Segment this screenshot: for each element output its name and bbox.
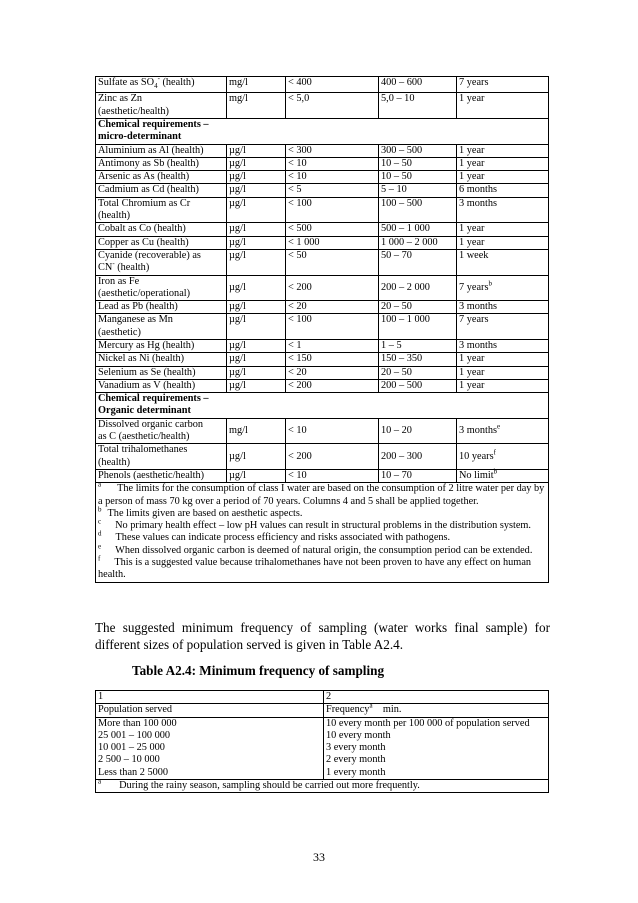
limit-cell: < 10 xyxy=(286,469,379,482)
limit-cell: < 150 xyxy=(286,353,379,366)
table-row xyxy=(96,157,549,170)
table-row xyxy=(96,483,549,582)
limit-cell: < 5 xyxy=(286,184,379,197)
table-row xyxy=(96,171,549,184)
period-cell xyxy=(457,184,549,197)
unit-cell: µg/l xyxy=(227,353,286,366)
footnote-text: The limits for the consumption of class I water are based on the consumption of 2 litre water per day by a person of mass 70 kg over a period of 70 years. Columns 4 and 5 shall be applied together. xyxy=(98,483,545,507)
footnote xyxy=(98,532,546,544)
footnote xyxy=(98,505,546,520)
unit-cell: mg/l xyxy=(227,93,286,119)
limit-cell: < 200 xyxy=(286,444,379,470)
determinant-name: Antimony as Sb (health) xyxy=(98,157,199,169)
column-header xyxy=(324,701,549,717)
range-cell: 5 – 10 xyxy=(379,184,457,197)
limit-cell: < 20 xyxy=(286,301,379,314)
determinant-name: Total Chromium as Cr xyxy=(98,197,191,209)
limit-cell: < 10 xyxy=(286,171,379,184)
population-range: More than 100 000 xyxy=(98,717,177,729)
range-cell: 1 – 5 xyxy=(379,339,457,352)
sampling-frequency: 2 every month xyxy=(326,754,386,766)
column-number: 2 xyxy=(324,691,549,704)
footnote-mark: a xyxy=(369,701,373,710)
consumption-period: 1 year xyxy=(459,93,485,105)
population-range: 2 500 – 10 000 xyxy=(98,754,160,766)
determinant-cell xyxy=(96,353,227,366)
consumption-period: 1 year xyxy=(459,236,485,248)
sampling-frequency: 3 every month xyxy=(326,742,386,754)
range-cell: 10 – 50 xyxy=(379,157,457,170)
footnote-mark: f xyxy=(493,448,496,457)
determinant-name: Aluminium as Al (health) xyxy=(98,144,204,156)
determinant-name-line2: CN xyxy=(98,262,113,274)
period-cell xyxy=(457,77,549,93)
sampling-frequency: 10 every month per 100 000 of population served xyxy=(326,717,530,729)
range-cell: 150 – 350 xyxy=(379,353,457,366)
consumption-period: 1 year xyxy=(459,366,485,378)
limit-cell: < 400 xyxy=(286,77,379,93)
determinant-name: Cobalt as Co (health) xyxy=(98,223,186,235)
unit-cell: µg/l xyxy=(227,301,286,314)
table-row xyxy=(96,223,549,236)
determinant-name: Arsenic as As (health) xyxy=(98,171,190,183)
table-row xyxy=(96,249,549,275)
determinant-name: Phenols (aesthetic/health) xyxy=(98,469,205,481)
table-row xyxy=(96,691,549,704)
period-cell xyxy=(457,223,549,236)
period-cell xyxy=(457,379,549,392)
section-heading-organic xyxy=(96,393,549,419)
determinant-cell xyxy=(96,249,227,275)
consumption-period: 6 months xyxy=(459,184,498,196)
consumption-period: 10 years xyxy=(459,450,494,462)
determinant-name-line2: (aesthetic/operational) xyxy=(98,287,191,299)
determinant-name: Nickel as Ni (health) xyxy=(98,353,185,365)
determinant-cell xyxy=(96,157,227,170)
footnote-mark: a xyxy=(98,777,102,786)
period-cell xyxy=(457,275,549,301)
column-header: Population served xyxy=(96,704,324,717)
footnote-mark: b xyxy=(488,279,492,288)
chemical-requirements-table xyxy=(95,76,549,583)
period-cell xyxy=(457,366,549,379)
determinant-name-line2: (health) xyxy=(98,210,131,222)
consumption-period: 1 year xyxy=(459,157,485,169)
period-cell xyxy=(457,144,549,157)
determinant-cell xyxy=(96,444,227,470)
determinant-name-line2: as C (aesthetic/health) xyxy=(98,431,190,443)
limit-cell: < 10 xyxy=(286,418,379,444)
determinant-cell xyxy=(96,301,227,314)
determinant-name: Cadmium as Cd (health) xyxy=(98,184,199,196)
table-row xyxy=(96,301,549,314)
determinant-qualifier: (health) xyxy=(159,77,195,88)
unit-cell: µg/l xyxy=(227,184,286,197)
determinant-name: Iron as Fe xyxy=(98,275,140,287)
footnote-mark: f xyxy=(98,554,101,563)
range-cell: 20 – 50 xyxy=(379,366,457,379)
footnote-mark: b xyxy=(493,467,498,476)
determinant-cell xyxy=(96,184,227,197)
unit-cell: µg/l xyxy=(227,275,286,301)
frequency-label: Frequency xyxy=(326,704,370,716)
footnote-text: These values can indicate process efficiency and risks associated with pathogens. xyxy=(115,532,451,544)
period-cell xyxy=(457,418,549,444)
footnote-text: The limits given are based on aesthetic aspects. xyxy=(107,507,303,519)
population-range: 10 001 – 25 000 xyxy=(98,742,165,754)
determinant-name: Zinc as Zn xyxy=(98,93,143,105)
determinant-cell xyxy=(96,93,227,119)
limit-cell: < 1 000 xyxy=(286,236,379,249)
range-cell: 1 000 – 2 000 xyxy=(379,236,457,249)
determinant-cell xyxy=(96,314,227,340)
limit-cell: < 200 xyxy=(286,379,379,392)
unit-cell: µg/l xyxy=(227,157,286,170)
consumption-period: 3 months xyxy=(459,197,498,209)
table-row xyxy=(96,379,549,392)
consumption-period: 1 week xyxy=(459,249,489,261)
table-row xyxy=(96,717,549,779)
consumption-period: 7 years xyxy=(459,314,489,326)
determinant-cell xyxy=(96,379,227,392)
unit-cell: mg/l xyxy=(227,418,286,444)
footnote-text: No primary health effect – low pH values can result in structural problems in the distribution system. xyxy=(115,520,531,532)
table-row xyxy=(96,704,549,717)
consumption-period: 1 year xyxy=(459,353,485,365)
determinant-cell xyxy=(96,339,227,352)
sampling-frequency-table xyxy=(95,690,549,793)
period-cell xyxy=(457,93,549,119)
range-cell: 200 – 300 xyxy=(379,444,457,470)
period-cell xyxy=(457,469,549,482)
determinant-cell xyxy=(96,469,227,482)
range-cell: 10 – 50 xyxy=(379,171,457,184)
table-row xyxy=(96,393,549,419)
section-title: Chemical requirements – micro-determinant xyxy=(98,118,209,143)
footnote xyxy=(98,542,546,557)
table-row xyxy=(96,144,549,157)
determinant-cell xyxy=(96,197,227,223)
period-cell xyxy=(457,444,549,470)
unit-cell: µg/l xyxy=(227,197,286,223)
table-row xyxy=(96,118,549,144)
determinant-name: Lead as Pb (health) xyxy=(98,301,178,313)
table-a2-4-caption: Table A2.4: Minimum frequency of sampling xyxy=(132,663,385,678)
determinant-name: Copper as Cu (health) xyxy=(98,236,189,248)
period-cell xyxy=(457,249,549,275)
limit-cell: < 500 xyxy=(286,223,379,236)
determinant-name: Manganese as Mn xyxy=(98,314,173,326)
section-heading-micro xyxy=(96,118,549,144)
limit-cell: < 200 xyxy=(286,275,379,301)
frequency-list xyxy=(324,717,549,779)
limit-cell: < 5,0 xyxy=(286,93,379,119)
footnote-mark: d xyxy=(98,530,102,539)
limit-cell: < 1 xyxy=(286,339,379,352)
sampling-frequency-paragraph: The suggested minimum frequency of sampling (water works final sample) for different sizes of population served is given in Table A2.4. xyxy=(95,620,550,652)
consumption-period: 7 years xyxy=(459,281,489,293)
determinant-name: Cyanide (recoverable) as xyxy=(98,249,201,261)
population-list xyxy=(96,717,324,779)
table-row xyxy=(96,780,549,793)
consumption-period: 3 months xyxy=(459,424,498,436)
determinant-cell xyxy=(96,275,227,301)
limit-cell: < 20 xyxy=(286,366,379,379)
footnote-mark: e xyxy=(98,542,102,551)
unit-cell: µg/l xyxy=(227,339,286,352)
period-cell xyxy=(457,171,549,184)
section-title: Chemical requirements – Organic determinant xyxy=(98,393,209,417)
limit-cell: < 10 xyxy=(286,157,379,170)
consumption-period: 1 year xyxy=(459,379,485,391)
period-cell xyxy=(457,301,549,314)
determinant-cell xyxy=(96,366,227,379)
superscript: - xyxy=(112,259,115,268)
range-cell: 10 – 20 xyxy=(379,418,457,444)
unit-cell: µg/l xyxy=(227,223,286,236)
limit-cell: < 300 xyxy=(286,144,379,157)
subscript: 4 xyxy=(154,82,158,91)
consumption-period: 7 years xyxy=(459,77,489,88)
table-row xyxy=(96,469,549,482)
period-cell xyxy=(457,339,549,352)
determinant-qualifier: (health) xyxy=(114,262,150,274)
unit-cell: µg/l xyxy=(227,249,286,275)
range-cell: 50 – 70 xyxy=(379,249,457,275)
footnote-mark: e xyxy=(497,422,501,431)
footnote-mark: c xyxy=(98,517,102,526)
determinant-cell xyxy=(96,418,227,444)
footnote-mark: b xyxy=(98,505,102,514)
consumption-period: 1 year xyxy=(459,171,485,183)
superscript: - xyxy=(157,74,160,83)
table-row xyxy=(96,77,549,93)
determinant-cell xyxy=(96,74,227,93)
footnote-text: When dissolved organic carbon is deemed of natural origin, the consumption period can be extended. xyxy=(115,544,533,556)
footnote-mark: a xyxy=(98,480,102,489)
consumption-period: No limit xyxy=(459,469,494,481)
page-number: 33 xyxy=(313,850,325,864)
range-cell: 10 – 70 xyxy=(379,469,457,482)
table-row xyxy=(96,366,549,379)
determinant-name: Dissolved organic carbon xyxy=(98,418,204,430)
determinant-cell xyxy=(96,171,227,184)
determinant-cell xyxy=(96,236,227,249)
table-row xyxy=(96,339,549,352)
consumption-period: 3 months xyxy=(459,301,498,313)
table-footnotes xyxy=(96,480,549,582)
population-range: Less than 2 5000 xyxy=(98,766,169,778)
unit-cell: mg/l xyxy=(227,77,286,93)
sampling-frequency: 10 every month xyxy=(326,729,391,741)
range-cell: 5,0 – 10 xyxy=(379,93,457,119)
table-row xyxy=(96,275,549,301)
determinant-name-line2: (aesthetic) xyxy=(98,326,141,338)
unit-cell: µg/l xyxy=(227,469,286,482)
unit-cell: µg/l xyxy=(227,366,286,379)
unit-cell: µg/l xyxy=(227,444,286,470)
range-cell: 500 – 1 000 xyxy=(379,223,457,236)
determinant-cell xyxy=(96,144,227,157)
range-cell: 100 – 1 000 xyxy=(379,314,457,340)
determinant-name: Selenium as Se (health) xyxy=(98,366,196,378)
determinant-cell xyxy=(96,223,227,236)
limit-cell: < 100 xyxy=(286,197,379,223)
limit-cell: < 100 xyxy=(286,314,379,340)
consumption-period: 1 year xyxy=(459,144,485,156)
footnote xyxy=(98,480,546,508)
table-row xyxy=(96,184,549,197)
footnote-text: During the rainy season, sampling should be carried out more frequently. xyxy=(119,780,420,792)
table-footnote xyxy=(96,777,549,793)
range-cell: 400 – 600 xyxy=(379,77,457,93)
unit-cell: µg/l xyxy=(227,379,286,392)
unit-cell: µg/l xyxy=(227,171,286,184)
period-cell xyxy=(457,353,549,366)
consumption-period: 1 year xyxy=(459,223,485,235)
frequency-unit: min. xyxy=(372,704,402,716)
period-cell xyxy=(457,157,549,170)
table-row xyxy=(96,444,549,470)
determinant-name-line2: (health) xyxy=(98,456,131,468)
range-cell: 200 – 500 xyxy=(379,379,457,392)
footnote xyxy=(98,554,546,582)
determinant-name: Sulfate as SO xyxy=(98,77,155,88)
limit-cell: < 50 xyxy=(286,249,379,275)
range-cell: 100 – 500 xyxy=(379,197,457,223)
determinant-name: Vanadium as V (health) xyxy=(98,379,196,391)
sampling-frequency: 1 every month xyxy=(326,766,386,778)
range-cell: 300 – 500 xyxy=(379,144,457,157)
range-cell: 20 – 50 xyxy=(379,301,457,314)
table-row xyxy=(96,236,549,249)
column-number: 1 xyxy=(96,691,324,704)
table-row xyxy=(96,314,549,340)
population-range: 25 001 – 100 000 xyxy=(98,729,171,741)
period-cell xyxy=(457,236,549,249)
table-row xyxy=(96,197,549,223)
consumption-period: 3 months xyxy=(459,339,498,351)
table-row xyxy=(96,418,549,444)
unit-cell: µg/l xyxy=(227,144,286,157)
unit-cell: µg/l xyxy=(227,314,286,340)
determinant-name: Total trihalomethanes xyxy=(98,444,188,456)
table-row xyxy=(96,93,549,119)
period-cell xyxy=(457,197,549,223)
range-cell: 200 – 2 000 xyxy=(379,275,457,301)
footnote-text: This is a suggested value because trihalomethanes have not been proven to have any effect on human health. xyxy=(98,557,532,581)
determinant-name: Mercury as Hg (health) xyxy=(98,339,195,351)
footnote xyxy=(98,517,546,532)
period-cell xyxy=(457,314,549,340)
table-row xyxy=(96,353,549,366)
determinant-name-line2: (aesthetic/health) xyxy=(98,105,169,117)
unit-cell: µg/l xyxy=(227,236,286,249)
